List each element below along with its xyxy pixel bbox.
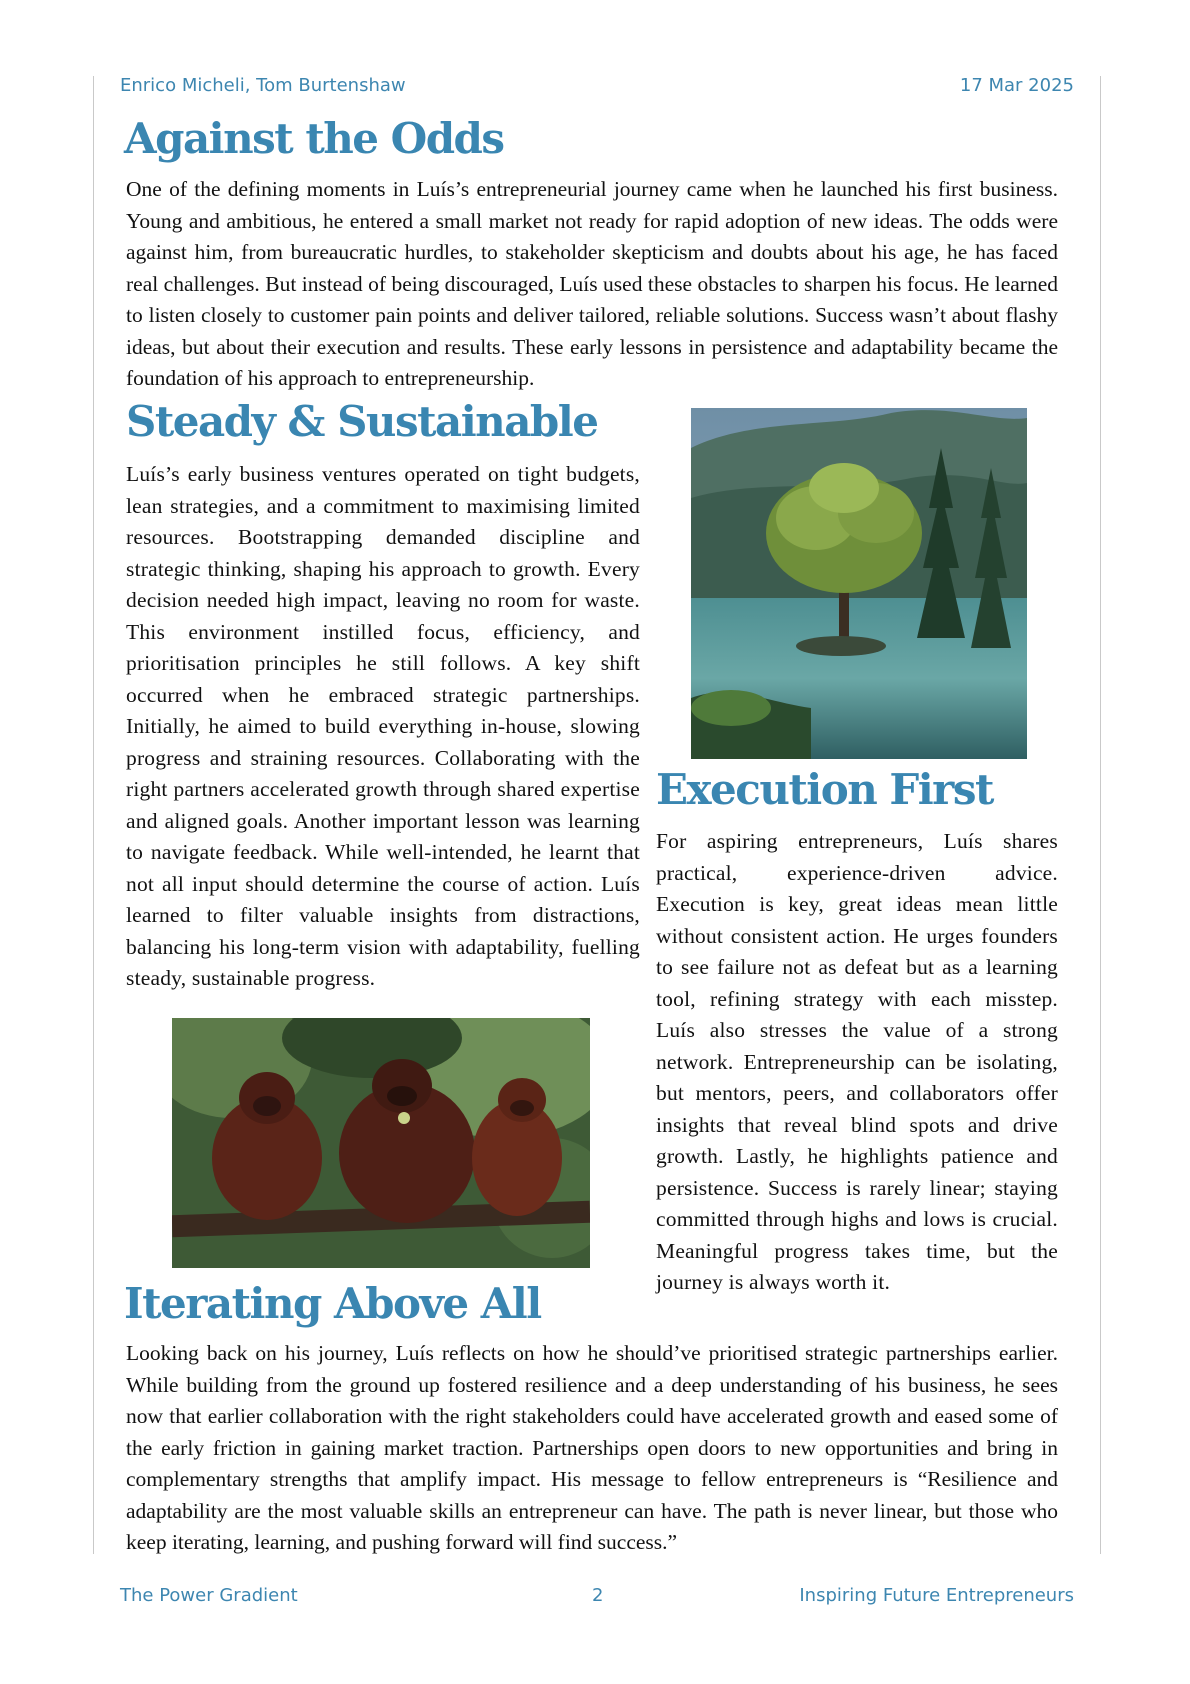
paragraph-against-the-odds: One of the defining moments in Luís’s entrepreneurial journey came when he launched his first business. Young and ambitious, he entered a small market not ready for rapid adoption of new ideas. The odds were against him, from bureaucratic hurdles, to stakeholder skepticism and doubts about his age, he has faced real challenges. But instead of being discouraged, Luís used these obstacles to sharpen his focus. He learned to listen closely to customer pain points and deliver tailored, reliable solutions. Success wasn’t about flashy ideas, but about their execution and results. These early lessons in persistence and adaptability became the foundation of his approach to entrepreneurship.: [126, 177, 1058, 390]
orangutans-photo: [172, 1018, 590, 1268]
heading-execution-first: Execution First: [656, 765, 993, 814]
paragraph-execution-first: For aspiring entrepreneurs, Luís shares practical, experience-driven advice. Execution is key, great ideas mean little without consistent action. He urges founders to see failure not as defeat but as a learning tool, refining strategy with each misstep. Luís also stresses the value of a strong network. Entrepreneurship can be isolating, but mentors, peers, and collaborators offer insights that reveal blind spots and drive growth. Lastly, he highlights patience and persistence. Success is rarely linear; staying committed through highs and lows is crucial. Meaningful progress takes time, but the journey is always worth it.: [656, 829, 1058, 1294]
heading-against-the-odds: Against the Odds: [124, 114, 504, 163]
footer-page-number: 2: [592, 1585, 604, 1606]
heading-iterating-above-all: Iterating Above All: [124, 1279, 541, 1328]
footer-tagline: Inspiring Future Entrepreneurs: [799, 1585, 1074, 1606]
header-date: 17 Mar 2025: [959, 75, 1074, 96]
left-margin-rule: [93, 76, 94, 1554]
lake-tree-photo: [691, 408, 1027, 759]
right-margin-rule: [1100, 76, 1101, 1554]
footer-publication: The Power Gradient: [120, 1585, 298, 1606]
heading-steady-sustainable: Steady & Sustainable: [126, 397, 598, 446]
header-authors: Enrico Micheli, Tom Burtenshaw: [120, 75, 406, 96]
paragraph-iterating-above-all: Looking back on his journey, Luís reflects on how he should’ve prioritised strategic partnerships earlier. While building from the ground up fostered resilience and a deep understanding of his business, he sees now that earlier collaboration with the right stakeholders could have accelerated growth and eased some of the early friction in gaining market traction. Partnerships open doors to new opportunities and bring in complementary strengths that amplify impact. His message to fellow entrepreneurs is “Resilience and adaptability are the most valuable skills an entrepreneur can have. The path is never linear, but those who keep iterating, learning, and pushing forward will find success.”: [126, 1341, 1058, 1554]
paragraph-steady-sustainable: Luís’s early business ventures operated on tight budgets, lean strategies, and a commitment to maximising limited resources. Bootstrapping demanded discipline and strategic thinking, shaping his approach to growth. Every decision needed high impact, leaving no room for waste. This environment instilled focus, efficiency, and prioritisation principles he still follows. A key shift occurred when he embraced strategic partnerships. Initially, he aimed to build everything in-house, slowing progress and straining resources. Collaborating with the right partners accelerated growth through shared expertise and aligned goals. Another important lesson was learning to navigate feedback. While well-intended, he learnt that not all input should determine the course of action. Luís learned to filter valuable insights from distractions, balancing his long-term vision with adaptability, fuelling steady, sustainable progress.: [126, 462, 640, 990]
